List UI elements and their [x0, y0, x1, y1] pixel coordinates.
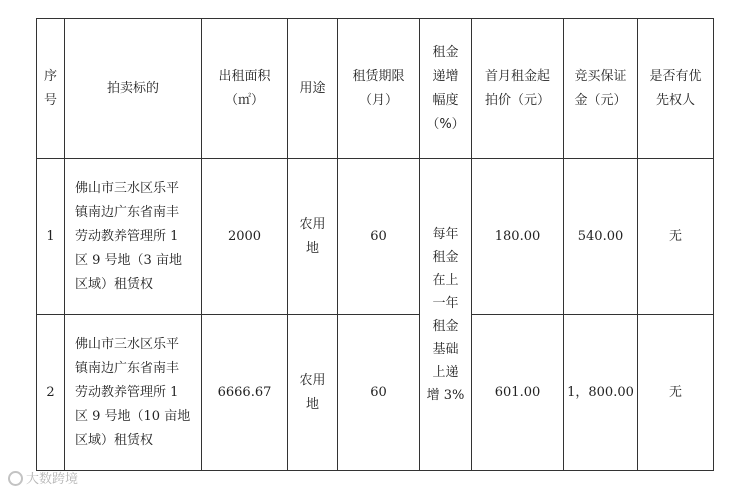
table-row [37, 159, 714, 315]
header-row [37, 19, 714, 159]
auction-item-cell: 佛山市三水区乐平 镇南边广东省南丰 劳动教养管理所 1 区 9 号地（3 亩地 区域）租赁权 [65, 159, 202, 315]
area-cell: 6666.67 [202, 315, 288, 471]
header-cell-no: 序 号 [37, 19, 65, 159]
priority-cell: 无 [638, 315, 714, 471]
row-number: 2 [37, 315, 65, 471]
use-cell: 农用 地 [288, 159, 338, 315]
header-cell-area: 出租面积 （㎡） [202, 19, 288, 159]
header-cell-use: 用途 [288, 19, 338, 159]
rent-cell: 601.00 [472, 315, 564, 471]
watermark: 大数跨境 [8, 468, 78, 487]
priority-cell: 无 [638, 159, 714, 315]
header-cell-increase: 租金 递增 幅度 （%） [420, 19, 472, 159]
deposit-cell: 1，800.00 [564, 315, 638, 471]
deposit-cell: 540.00 [564, 159, 638, 315]
row-number: 1 [37, 159, 65, 315]
rent-cell: 180.00 [472, 159, 564, 315]
header-cell-priority: 是否有优 先权人 [638, 19, 714, 159]
area-cell: 2000 [202, 159, 288, 315]
header-cell-deposit: 竞买保证 金（元） [564, 19, 638, 159]
table-row [37, 315, 714, 471]
header-cell-term: 租赁期限 （月） [338, 19, 420, 159]
header-cell-rent: 首月租金起 拍价（元） [472, 19, 564, 159]
use-cell: 农用 地 [288, 315, 338, 471]
header-cell-item: 拍卖标的 [65, 19, 202, 159]
increase-cell: 每年 租金 在上 一年 租金 基础 上递 增 3% [420, 159, 472, 471]
auction-table [36, 18, 714, 471]
auction-item-cell: 佛山市三水区乐平 镇南边广东省南丰 劳动教养管理所 1 区 9 号地（10 亩地 区域）租赁权 [65, 315, 202, 471]
term-cell: 60 [338, 159, 420, 315]
watermark-logo-icon [8, 471, 23, 486]
term-cell: 60 [338, 315, 420, 471]
